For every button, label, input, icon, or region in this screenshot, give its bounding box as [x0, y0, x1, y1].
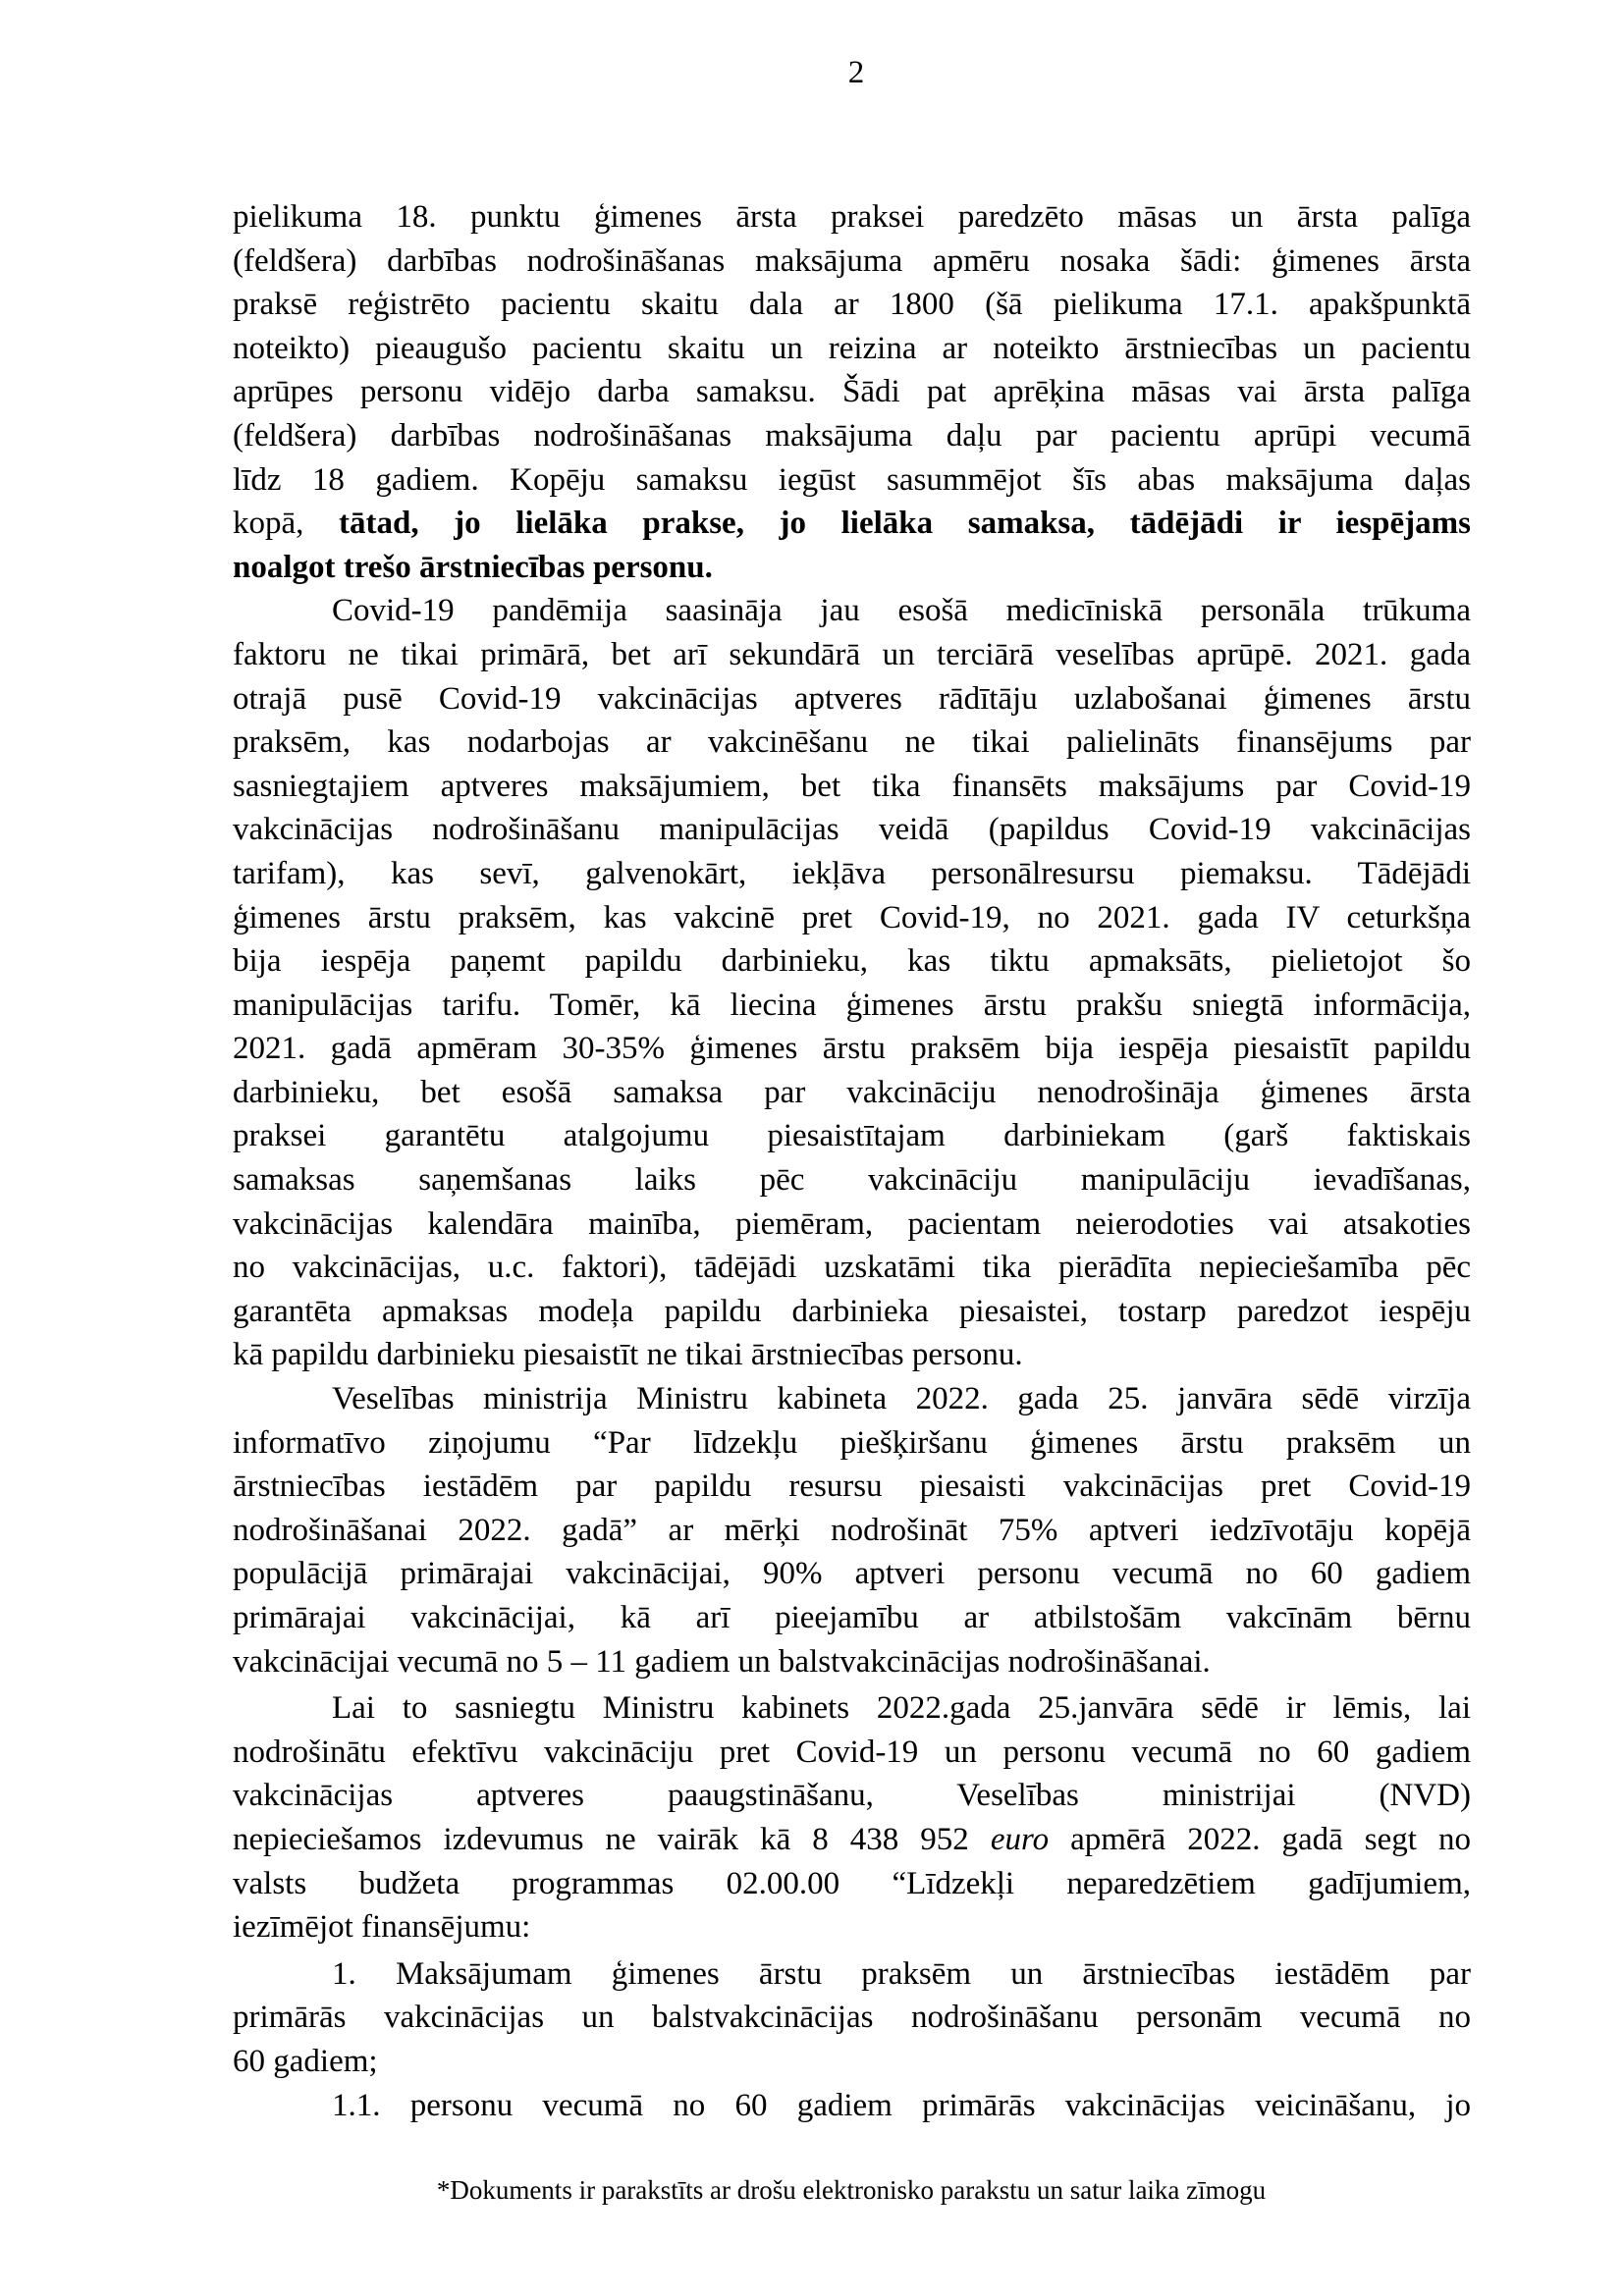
text-line: valsts budžeta programmas 02.00.00 “Līdzekļi neparedzētiem gadījumiem, — [233, 1865, 1471, 1901]
text-line: nodrošināšanai 2022. gadā” ar mērķi nodrošināt 75% aptveri iedzīvotāju kopējā — [233, 1512, 1471, 1548]
text-normal: nepieciešamos izdevumus ne vairāk kā 8 438 952 — [233, 1821, 991, 1857]
document-body — [233, 195, 1471, 2127]
text-line: kā papildu darbinieku piesaistīt ne tikai ārstniecības personu. — [233, 1337, 1023, 1373]
text-line: praksei garantētu atalgojumu piesaistītajam darbiniekam (garš faktiskais — [233, 1118, 1471, 1154]
text-line: ģimenes ārstu praksēm, kas vakcinē pret Covid-19, no 2021. gada IV ceturkšņa — [233, 899, 1471, 935]
text-line: manipulācijas tarifu. Tomēr, kā liecina ģimenes ārstu prakšu sniegtā informācija, — [233, 987, 1471, 1023]
list-item-line: 1. Maksājumam ģimenes ārstu praksēm un ārstniecības iestādēm par — [332, 1955, 1471, 1992]
text-line: vakcinācijas kalendāra mainība, piemēram, pacientam neierodoties vai atsakoties — [233, 1205, 1471, 1242]
text-line: darbinieku, bet esošā samaksa par vakcināciju nenodrošināja ģimenes ārsta — [233, 1074, 1471, 1110]
text-line: samaksas saņemšanas laiks pēc vakcināciju manipulāciju ievadīšanas, — [233, 1162, 1471, 1199]
text-line: (feldšera) darbības nodrošināšanas maksājuma apmēru nosaka šādi: ģimenes ārsta — [233, 242, 1471, 279]
text-line: bija iespēja paņemt papildu darbinieku, kas tiktu apmaksāts, pielietojot šo — [233, 943, 1471, 980]
text-line: tarifam), kas sevī, galvenokārt, iekļāva personālresursu piemaksu. Tādējādi — [233, 855, 1471, 891]
text-line: sasniegtajiem aptveres maksājumiem, bet tika finansēts maksājums par Covid-19 — [233, 768, 1471, 804]
text-line: vakcinācijai vecumā no 5 – 11 gadiem un balstvakcinācijas nodrošināšanai. — [233, 1643, 1211, 1680]
list-item-line: primārās vakcinācijas un balstvakcinācijas nodrošināšanu personām vecumā no — [233, 2000, 1471, 2036]
list-item-line: 60 gadiem; — [233, 2043, 378, 2079]
text-line: vakcinācijas nodrošināšanu manipulācijas veidā (papildus Covid-19 vakcinācijas — [233, 812, 1471, 848]
paragraph-3 — [233, 1377, 1471, 1683]
text-normal: kopā, — [233, 506, 339, 542]
text-line: pielikuma 18. punktu ģimenes ārsta praksei paredzēto māsas un ārsta palīga — [233, 199, 1471, 235]
text-line: Veselības ministrija Ministru kabineta 2022. gada 25. janvāra sēdē virzīja — [332, 1381, 1471, 1417]
text-line: noteikto) pieaugušo pacientu skaitu un reizina ar noteikto ārstniecības un pacientu — [233, 330, 1471, 366]
text-line: Lai to sasniegtu Ministru kabinets 2022.gada 25.janvāra sēdē ir lēmis, lai — [332, 1690, 1471, 1727]
text-line: praksēm, kas nodarbojas ar vakcinēšanu ne tikai palielināts finansējums par — [233, 724, 1471, 761]
text-line: primārajai vakcinācijai, kā arī pieejamību ar atbilstošām vakcīnām bērnu — [233, 1600, 1471, 1635]
text-line: ārstniecības iestādēm par papildu resursu piesaisti vakcinācijas pret Covid-19 — [233, 1468, 1471, 1505]
text-line: faktoru ne tikai primārā, bet arī sekundārā un terciārā veselības aprūpē. 2021. gada — [233, 636, 1471, 672]
text-line — [233, 546, 1471, 590]
text-line: no vakcinācijas, u.c. faktori), tādējādi uzskatāmi tika pierādīta nepieciešamība pēc — [233, 1250, 1471, 1286]
page-number: 2 — [847, 55, 865, 90]
text-italic: euro — [990, 1821, 1050, 1857]
text-line: garantēta apmaksas modeļa papildu darbinieka piesaistei, tostarp paredzot iespēju — [233, 1293, 1471, 1329]
text-line: (feldšera) darbības nodrošināšanas maksājuma daļu par pacientu aprūpi vecumā — [233, 417, 1471, 454]
text-line — [233, 502, 1471, 546]
text-line: 2021. gadā apmēram 30-35% ģimenes ārstu praksēm bija iespēja piesaistīt papildu — [233, 1031, 1471, 1067]
text-line: informatīvo ziņojumu “Par līdzekļu piešķiršanu ģimenes ārstu praksēm un — [233, 1424, 1471, 1461]
paragraph-4 — [233, 1686, 1471, 1949]
text-line: otrajā pusē Covid-19 vakcinācijas aptveres rādītāju uzlabošanai ģimenes ārstu — [233, 680, 1471, 717]
list-item-line: 1.1. personu vecumā no 60 gadiem primārās vakcinācijas veicināšanu, jo — [332, 2087, 1471, 2123]
text-line: līdz 18 gadiem. Kopēju samaksu iegūst sasummējot šīs abas maksājuma daļas — [233, 461, 1471, 498]
text-bold: tātad, jo lielāka prakse, jo lielāka samaksa, tādējādi ir iespējams — [339, 506, 1471, 542]
signature-footnote: *Dokuments ir parakstīts ar drošu elektronisko parakstu un satur laika zīmogu — [436, 2175, 1267, 2205]
text-line: nodrošinātu efektīvu vakcināciju pret Covid-19 un personu vecumā no 60 gadiem — [233, 1734, 1471, 1770]
paragraph-2 — [233, 589, 1471, 1377]
text-line: Covid-19 pandēmija saasināja jau esošā medicīniskā personāla trūkuma — [332, 593, 1471, 629]
text-normal: apmērā 2022. gadā segt no — [1049, 1821, 1471, 1857]
text-line — [233, 1818, 1471, 1862]
text-line: populācijā primārajai vakcinācijai, 90% aptveri personu vecumā no 60 gadiem — [233, 1556, 1471, 1592]
text-line: iezīmējot finansējumu: — [233, 1909, 531, 1946]
text-line: aprūpes personu vidējo darba samaksu. Šādi pat aprēķina māsas vai ārsta palīga — [233, 374, 1471, 410]
text-bold: noalgot trešo ārstniecības personu. — [233, 549, 713, 585]
text-line: vakcinācijas aptveres paaugstināšanu, Veselības ministrijai (NVD) — [233, 1778, 1471, 1814]
text-line: praksē reģistrēto pacientu skaitu dala ar 1800 (šā pielikuma 17.1. apakšpunktā — [233, 287, 1471, 323]
paragraph-1 — [233, 195, 1471, 589]
numbered-list — [233, 1952, 1471, 2127]
